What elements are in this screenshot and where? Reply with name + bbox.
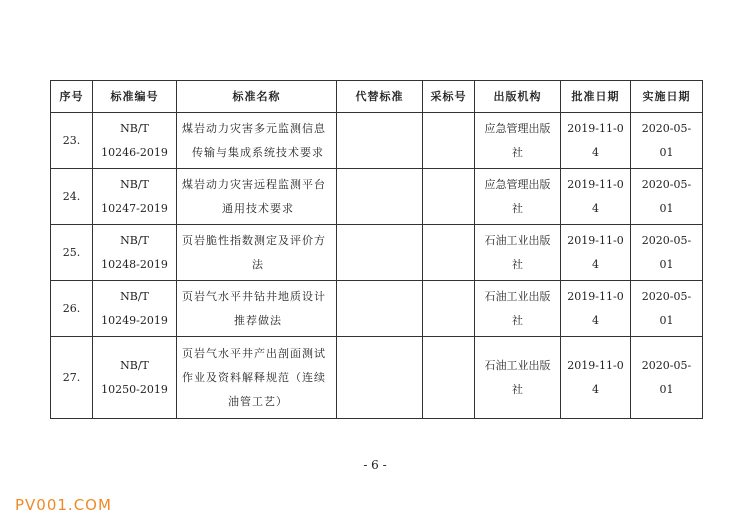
cell-seq: 23. [51, 113, 93, 169]
cell-name [177, 337, 337, 419]
cell-adopt [423, 281, 475, 337]
header-seq: 序号 [51, 81, 93, 113]
name-line: 页岩气水平井产出剖面测试 [182, 346, 326, 360]
cell-publisher [475, 281, 561, 337]
name-line: 油管工艺） [228, 394, 288, 408]
standards-table [50, 80, 703, 419]
date-line: 2019-11-0 [567, 177, 624, 191]
name-line: 煤岩动力灾害远程监测平台 [182, 177, 326, 191]
publisher-line: 社 [512, 201, 523, 215]
date-line: 2020-05- [641, 177, 692, 191]
code-line: 10249-2019 [101, 313, 168, 327]
cell-implement-date [631, 281, 703, 337]
cell-publisher [475, 169, 561, 225]
date-line: 01 [659, 257, 674, 271]
date-line: 4 [592, 382, 599, 396]
table-header-row [51, 81, 703, 113]
date-line: 2019-11-0 [567, 289, 624, 303]
cell-replace [337, 337, 423, 419]
name-line: 法 [252, 257, 264, 271]
table-row [51, 113, 703, 169]
cell-publisher [475, 337, 561, 419]
header-approve-date: 批准日期 [561, 81, 631, 113]
header-name: 标准名称 [177, 81, 337, 113]
code-line: 10248-2019 [101, 257, 168, 271]
publisher-line: 社 [512, 145, 523, 159]
date-line: 4 [592, 201, 599, 215]
cell-seq: 27. [51, 337, 93, 419]
date-line: 2020-05- [641, 233, 692, 247]
cell-replace [337, 113, 423, 169]
date-line: 2019-11-0 [567, 233, 624, 247]
code-line: 10250-2019 [101, 382, 168, 396]
cell-replace [337, 281, 423, 337]
cell-approve-date [561, 225, 631, 281]
cell-name [177, 169, 337, 225]
table-row [51, 281, 703, 337]
cell-implement-date [631, 169, 703, 225]
name-line: 煤岩动力灾害多元监测信息 [182, 121, 326, 135]
name-line: 页岩脆性指数测定及评价方 [182, 233, 326, 247]
header-adopt: 采标号 [423, 81, 475, 113]
cell-seq: 24. [51, 169, 93, 225]
cell-adopt [423, 337, 475, 419]
date-line: 2020-05- [641, 121, 692, 135]
cell-approve-date [561, 169, 631, 225]
cell-implement-date [631, 337, 703, 419]
publisher-line: 社 [512, 257, 523, 271]
watermark-text: PV001.COM [15, 496, 112, 514]
code-line: 10246-2019 [101, 145, 168, 159]
code-line: NB/T [120, 358, 149, 372]
cell-name [177, 113, 337, 169]
publisher-line: 应急管理出版 [484, 177, 551, 191]
cell-code [93, 281, 177, 337]
cell-seq: 25. [51, 225, 93, 281]
cell-implement-date [631, 113, 703, 169]
date-line: 4 [592, 313, 599, 327]
code-line: NB/T [120, 233, 149, 247]
cell-adopt [423, 113, 475, 169]
cell-seq: 26. [51, 281, 93, 337]
cell-approve-date [561, 113, 631, 169]
date-line: 01 [659, 382, 674, 396]
cell-code [93, 113, 177, 169]
publisher-line: 社 [512, 313, 523, 327]
cell-replace [337, 169, 423, 225]
cell-publisher [475, 113, 561, 169]
cell-code [93, 337, 177, 419]
code-line: NB/T [120, 177, 149, 191]
cell-name [177, 225, 337, 281]
name-line: 作业及资料解释规范（连续 [182, 370, 326, 384]
cell-publisher [475, 225, 561, 281]
cell-adopt [423, 225, 475, 281]
header-code: 标准编号 [93, 81, 177, 113]
table-row [51, 225, 703, 281]
table-row [51, 169, 703, 225]
header-implement-date: 实施日期 [631, 81, 703, 113]
date-line: 01 [659, 313, 674, 327]
date-line: 01 [659, 201, 674, 215]
code-line: 10247-2019 [101, 201, 168, 215]
table-row [51, 337, 703, 419]
header-publisher: 出版机构 [475, 81, 561, 113]
date-line: 2020-05- [641, 358, 692, 372]
name-line: 推荐做法 [234, 313, 282, 327]
publisher-line: 石油工业出版 [484, 289, 551, 303]
cell-adopt [423, 169, 475, 225]
publisher-line: 应急管理出版 [484, 121, 551, 135]
cell-approve-date [561, 337, 631, 419]
name-line: 传输与集成系统技术要求 [192, 145, 324, 159]
publisher-line: 石油工业出版 [484, 358, 551, 372]
date-line: 2019-11-0 [567, 121, 624, 135]
cell-name [177, 281, 337, 337]
name-line: 页岩气水平井钻井地质设计 [182, 289, 326, 303]
name-line: 通用技术要求 [222, 201, 294, 215]
code-line: NB/T [120, 121, 149, 135]
date-line: 4 [592, 257, 599, 271]
publisher-line: 社 [512, 382, 523, 396]
date-line: 01 [659, 145, 674, 159]
header-replace: 代替标准 [337, 81, 423, 113]
cell-code [93, 169, 177, 225]
cell-replace [337, 225, 423, 281]
date-line: 2020-05- [641, 289, 692, 303]
date-line: 4 [592, 145, 599, 159]
publisher-line: 石油工业出版 [484, 233, 551, 247]
code-line: NB/T [120, 289, 149, 303]
page-number: - 6 - [363, 458, 387, 472]
date-line: 2019-11-0 [567, 358, 624, 372]
cell-implement-date [631, 225, 703, 281]
cell-approve-date [561, 281, 631, 337]
cell-code [93, 225, 177, 281]
